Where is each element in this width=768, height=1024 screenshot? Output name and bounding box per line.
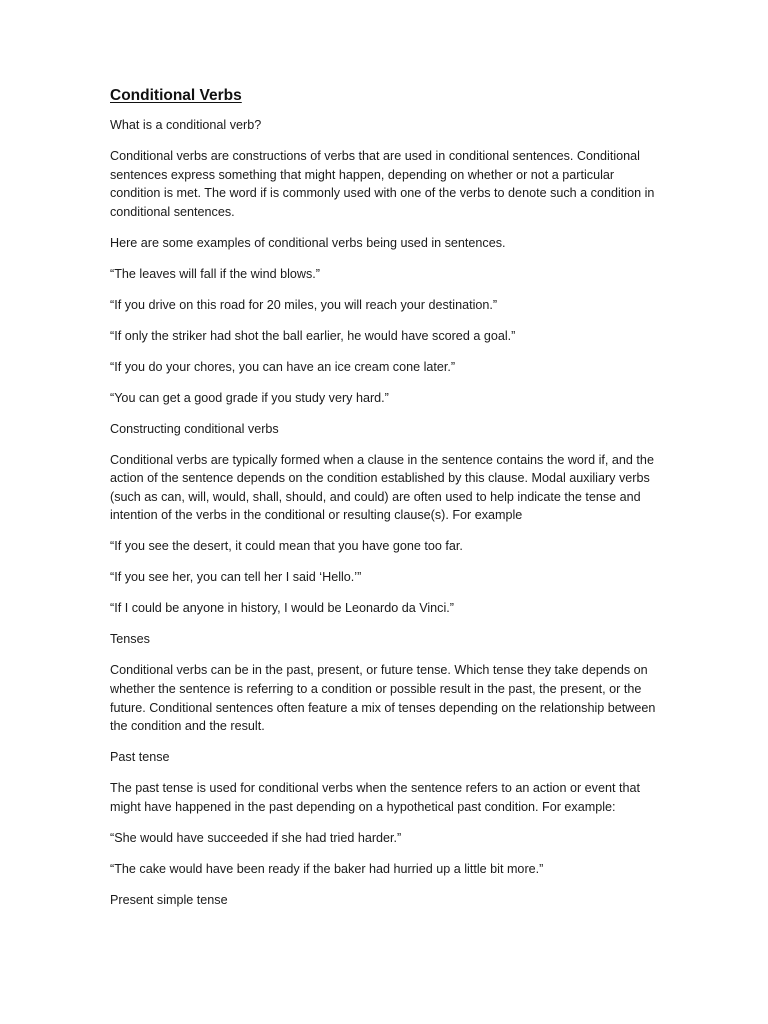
- example-sentence: “She would have succeeded if she had tried harder.”: [110, 830, 402, 845]
- section-heading: Present simple tense: [110, 892, 228, 907]
- body-paragraph: Conditional verbs can be in the past, present, or future tense. Which tense they take depends on whether the sentence is referring to a condition or possible result in the past, the present, or the future. Conditional sentences often feature a mix of tenses depending on the relationship between the condition and the result.: [110, 663, 656, 734]
- example-sentence: “If you see the desert, it could mean that you have gone too far.: [110, 539, 463, 554]
- example-sentence: “If you drive on this road for 20 miles, you will reach your destination.”: [110, 297, 498, 312]
- section-heading: Tenses: [110, 632, 150, 647]
- section-question: What is a conditional verb?: [110, 118, 262, 132]
- example-sentence: “If I could be anyone in history, I would be Leonardo da Vinci.”: [110, 601, 454, 616]
- example-sentence: “The leaves will fall if the wind blows.”: [110, 266, 320, 281]
- body-paragraph: Here are some examples of conditional verbs being used in sentences.: [110, 235, 506, 250]
- body-paragraph: Conditional verbs are typically formed when a clause in the sentence contains the word if, and the action of the sentence depends on the condition established by this clause. Modal auxiliary verbs (such as can, will, would, shall, should, and could) are often used to help indicate the tense and intention of the verbs in the conditional or resulting clause(s). For example: [110, 452, 654, 523]
- example-sentence: “If you do your chores, you can have an ice cream cone later.”: [110, 359, 456, 374]
- section-heading: Past tense: [110, 750, 170, 765]
- section-heading: Constructing conditional verbs: [110, 421, 279, 436]
- document-body: [110, 86, 662, 922]
- body-paragraph: The past tense is used for conditional verbs when the sentence refers to an action or event that might have happened in the past depending on a hypothetical past condition. For example:: [110, 781, 640, 814]
- example-sentence: “If you see her, you can tell her I said ‘Hello.’”: [110, 570, 362, 585]
- body-paragraph: Conditional verbs are constructions of verbs that are used in conditional sentences. Conditional sentences express something that might happen, depending on whether or not a particular condition is met. The word if is commonly used with one of the verbs to denote such a condition in conditional sentences.: [110, 148, 655, 219]
- example-sentence: “If only the striker had shot the ball earlier, he would have scored a goal.”: [110, 328, 516, 343]
- example-sentence: “You can get a good grade if you study very hard.”: [110, 390, 389, 405]
- example-sentence: “The cake would have been ready if the baker had hurried up a little bit more.”: [110, 861, 544, 876]
- page-title: Conditional Verbs: [110, 87, 242, 104]
